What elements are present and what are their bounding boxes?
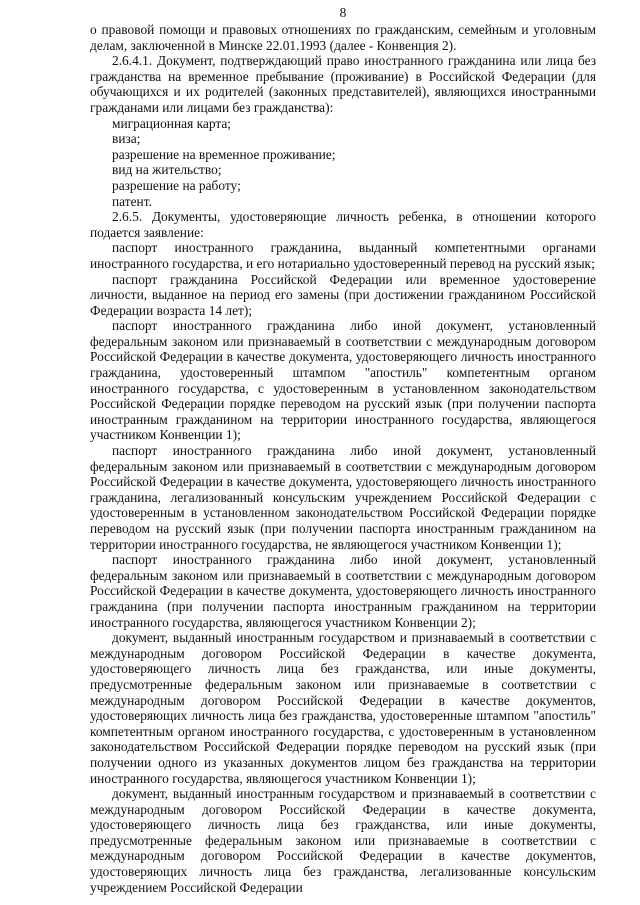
paragraph-foreign-passport: паспорт иностранного гражданина, выданный компетентными органами иностранного государства, и его нотариально удостоверенный перевод на русский язык; bbox=[90, 240, 596, 271]
paragraph-foreign-passport-apostille: паспорт иностранного гражданина либо иной документ, установленный федеральным законом или признаваемый в соответствии с международным договором Российской Федерации в качестве документа, удостоверяющего личность иностранного гражданина, удостоверенный штампом "апостиль" компетентным органом иностранного государства, с удостоверенным в установленном законодательством Российской Федерации порядке переводом на русский язык (при получении паспорта иностранным гражданином на территории иностранного государства, являющегося участником Конвенции 1); bbox=[90, 318, 596, 443]
document-page bbox=[90, 0, 596, 895]
paragraph-2-6-4-1: 2.6.4.1. Документ, подтверждающий право иностранного гражданина или лица без гражданства на временное пребывание (проживание) в Российской Федерации (для обучающихся и их родителей (законных представителей), являющихся иностранными гражданами или лицами без гражданства): bbox=[90, 53, 596, 115]
list-item-patent: патент. bbox=[112, 193, 152, 209]
list-item-work-permit: разрешение на работу; bbox=[112, 177, 241, 193]
list-item-visa: виза; bbox=[112, 131, 141, 147]
list-item-temporary-residence: разрешение на временное проживание; bbox=[112, 146, 336, 162]
list-item-residence-permit: вид на жительство; bbox=[112, 162, 222, 178]
paragraph-foreign-passport-convention-2: паспорт иностранного гражданина либо иной документ, установленный федеральным законом или признаваемый в соответствии с международным договором Российской Федерации в качестве документа, удостоверяющего личность иностранного гражданина (при получении паспорта иностранным гражданином на территории иностранного государства, являющегося участником Конвенции 2); bbox=[90, 552, 596, 630]
paragraph-convention-2-continuation: о правовой помощи и правовых отношениях по гражданским, семейным и уголовным делам, заключенной в Минске 22.01.1993 (далее - Конвенция 2). bbox=[90, 22, 596, 53]
paragraph-stateless-document-apostille: документ, выданный иностранным государством и признаваемый в соответствии с международным договором Российской Федерации в качестве документа, удостоверяющего личность лица без гражданства, или иные документы, предусмотренные федеральным законом или признаваемые в соответствии с международным договором Российской Федерации в качестве документов, удостоверяющих личность лица без гражданства, удостоверенные штампом "апостиль" компетентным органом иностранного государства, с удостоверенным в установленном законодательством Российской Федерации порядке переводом на русский язык (при получении одного из указанных документов лицом без гражданства на территории иностранного государства, являющегося участником Конвенции 1); bbox=[90, 630, 596, 786]
page-number: 8 bbox=[339, 5, 347, 20]
list-item-migration-card: миграционная карта; bbox=[112, 115, 232, 131]
paragraph-stateless-document-legalized: документ, выданный иностранным государством и признаваемый в соответствии с международным договором Российской Федерации в качестве документа, удостоверяющего личность лица без гражданства, или иные документы, предусмотренные федеральным законом или признаваемые в соответствии с международным договором Российской Федерации в качестве документов, удостоверяющих личность лица без гражданства, легализованные консульским учреждением Российской Федерации bbox=[90, 786, 596, 895]
paragraph-rf-passport: паспорт гражданина Российской Федерации или временное удостоверение личности, выданное на период его замены (при достижении гражданином Российской Федерации возраста 14 лет); bbox=[90, 271, 596, 318]
paragraph-2-6-5: 2.6.5. Документы, удостоверяющие личность ребенка, в отношении которого подается заявление: bbox=[90, 209, 596, 240]
paragraph-foreign-passport-legalized: паспорт иностранного гражданина либо иной документ, установленный федеральным законом или признаваемый в соответствии с международным договором Российской Федерации в качестве документа, удостоверяющего личность иностранного гражданина, легализованный консульским учреждением Российской Федерации с удостоверенным в установленном законодательством Российской Федерации порядке переводом на русский язык (при получении паспорта иностранным гражданином на территории иностранного государства, не являющегося участником Конвенции 1); bbox=[90, 443, 596, 552]
